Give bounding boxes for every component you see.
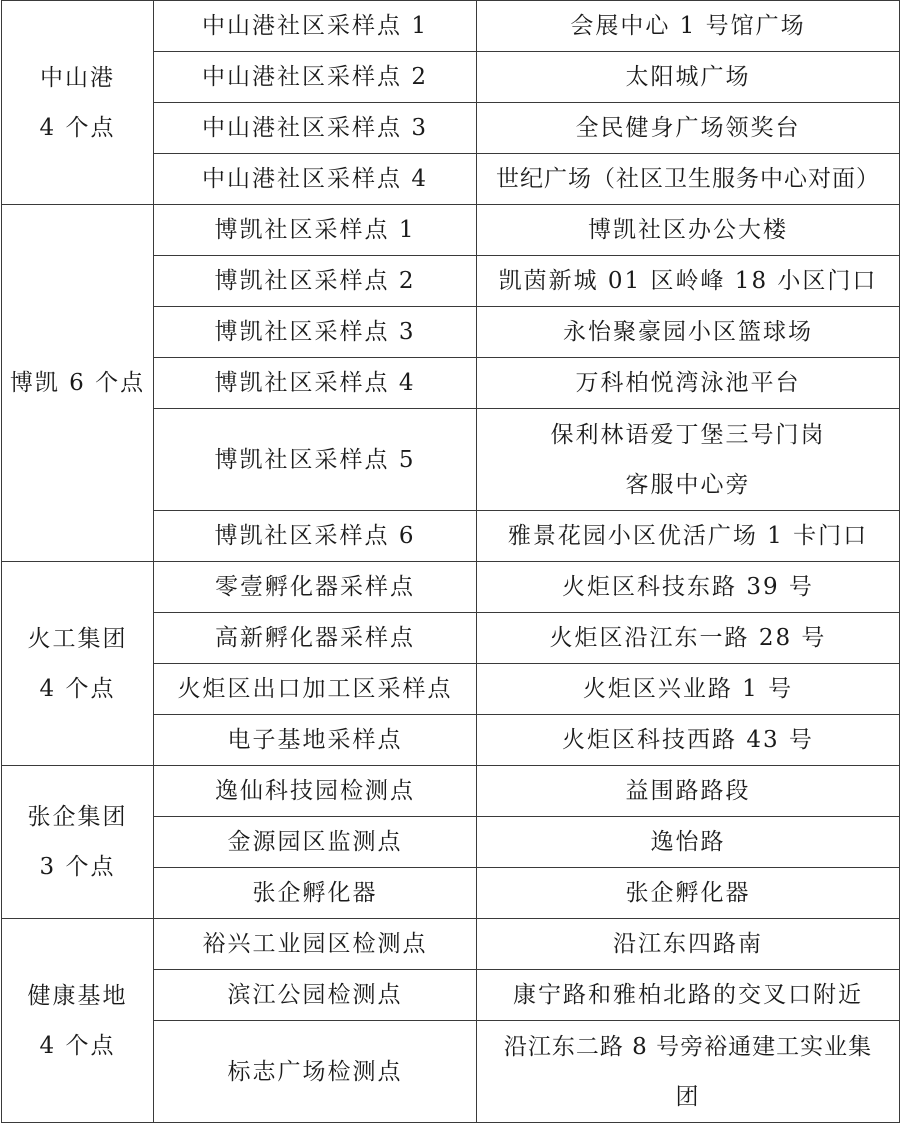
site-address: 火炬区科技东路 39 号 [477,562,900,613]
site-address-line: 保利林语爱丁堡三号门岗 [550,421,826,448]
site-name: 博凯社区采样点 3 [154,307,477,358]
site-address: 永怡聚豪园小区篮球场 [477,307,900,358]
site-address: 火炬区沿江东一路 28 号 [477,613,900,664]
site-name: 中山港社区采样点 1 [154,1,477,52]
area-count: 4 个点 [39,675,116,702]
site-name: 博凯社区采样点 2 [154,256,477,307]
site-name: 电子基地采样点 [154,715,477,766]
area-name: 中山港 [40,64,115,91]
site-name: 火炬区出口加工区采样点 [154,664,477,715]
site-name: 高新孵化器采样点 [154,613,477,664]
area-cell [2,205,154,562]
site-address: 益围路路段 [477,766,900,817]
site-name: 零壹孵化器采样点 [154,562,477,613]
site-address: 博凯社区办公大楼 [477,205,900,256]
site-address: 万科柏悦湾泳池平台 [477,358,900,409]
site-address-line: 团 [675,1083,701,1110]
area-cell [2,766,154,919]
site-name: 标志广场检测点 [154,1021,477,1123]
area-cell [2,562,154,766]
site-address [477,1021,900,1123]
site-address: 张企孵化器 [477,868,900,919]
area-cell [2,1,154,205]
site-name: 裕兴工业园区检测点 [154,919,477,970]
table-body [2,1,900,1123]
site-name: 张企孵化器 [154,868,477,919]
area-count: 4 个点 [39,1032,116,1059]
site-address-line: 沿江东二路 8 号旁裕通建工实业集 [503,1033,873,1060]
site-address: 太阳城广场 [477,52,900,103]
site-name: 中山港社区采样点 2 [154,52,477,103]
site-address: 沿江东四路南 [477,919,900,970]
site-address: 火炬区兴业路 1 号 [477,664,900,715]
site-name: 博凯社区采样点 5 [154,409,477,511]
site-name: 逸仙科技园检测点 [154,766,477,817]
site-name: 滨江公园检测点 [154,970,477,1021]
table-row [2,1,900,52]
area-count: 4 个点 [39,114,116,141]
site-address: 全民健身广场领奖台 [477,103,900,154]
area-name: 健康基地 [27,982,128,1009]
area-name: 火工集团 [27,625,128,652]
site-name: 中山港社区采样点 3 [154,103,477,154]
area-name: 张企集团 [27,804,128,830]
area-name: 博凯 6 个点 [9,370,146,396]
site-address: 逸怡路 [477,817,900,868]
table-row [2,205,900,256]
site-name: 金源园区监测点 [154,817,477,868]
site-name: 中山港社区采样点 4 [154,154,477,205]
table-row [2,766,900,817]
site-name: 博凯社区采样点 4 [154,358,477,409]
site-address: 凯茵新城 01 区岭峰 18 小区门口 [477,256,900,307]
site-name: 博凯社区采样点 6 [154,511,477,562]
table-row [2,562,900,613]
site-address: 会展中心 1 号馆广场 [477,1,900,52]
sampling-sites-table [1,0,900,1123]
area-count: 3 个点 [39,854,116,880]
site-name: 博凯社区采样点 1 [154,205,477,256]
site-address: 世纪广场（社区卫生服务中心对面） [477,154,900,205]
table-row [2,919,900,970]
area-cell [2,919,154,1123]
site-address: 康宁路和雅柏北路的交叉口附近 [477,970,900,1021]
site-address [477,409,900,511]
site-address: 雅景花园小区优活广场 1 卡门口 [477,511,900,562]
site-address-line: 客服中心旁 [625,471,751,498]
site-address: 火炬区科技西路 43 号 [477,715,900,766]
